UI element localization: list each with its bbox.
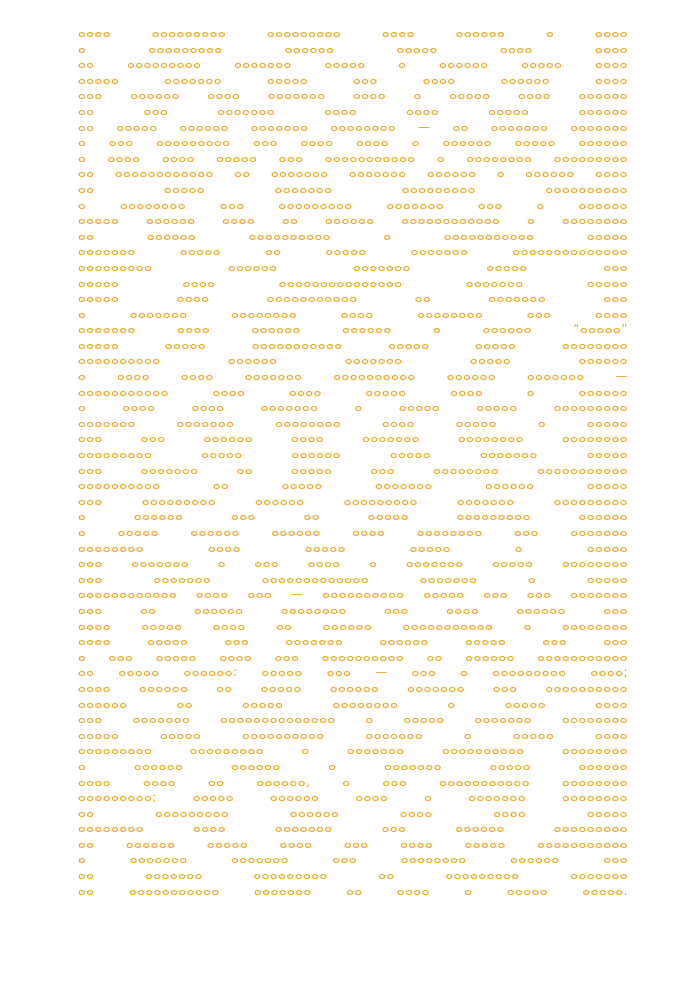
text-line: ⴰⴰⴰ ⴰⴰⴰⴰⴰⴰⴰ ⴰⴰⴰⴰⴰⴰⴰⴰⴰⴰⴰⴰⴰ ⴰⴰⴰⴰⴰⴰⴰ ⴰ ⴰⴰⴰⴰⴰ [78, 571, 628, 586]
text-line: ⴰⴰⴰⴰⴰⴰⴰⴰⴰ; ⴰⴰⴰⴰⴰ ⴰⴰⴰⴰⴰⴰ ⴰⴰⴰⴰ ⴰ ⴰⴰⴰⴰⴰⴰⴰ ⴰⴰⴰⴰⴰⴰⴰⴰ [78, 790, 628, 805]
text-line: ⴰⴰ ⴰⴰⴰⴰⴰⴰ ⴰⴰⴰⴰⴰ ⴰⴰⴰⴰ ⴰⴰⴰ ⴰⴰⴰⴰ ⴰⴰⴰⴰⴰ ⴰⴰⴰⴰⴰⴰⴰⴰⴰⴰⴰ [78, 836, 628, 851]
text-line: ⴰ ⴰⴰⴰⴰ ⴰⴰⴰⴰ ⴰⴰⴰⴰⴰⴰⴰ ⴰ ⴰⴰⴰⴰⴰ ⴰⴰⴰⴰⴰ ⴰⴰⴰⴰⴰⴰⴰⴰⴰ [78, 400, 628, 415]
text-line: ⴰⴰⴰⴰⴰ ⴰⴰⴰⴰ ⴰⴰⴰⴰⴰⴰⴰⴰⴰⴰⴰ ⴰⴰ ⴰⴰⴰⴰⴰⴰⴰ ⴰⴰⴰ [78, 291, 628, 306]
text-line: ⴰⴰⴰⴰⴰⴰⴰⴰⴰⴰⴰ ⴰⴰⴰⴰ ⴰⴰⴰⴰ ⴰⴰⴰⴰⴰ ⴰⴰⴰⴰ ⴰ ⴰⴰⴰⴰⴰⴰ [78, 384, 628, 399]
text-line: ⴰⴰⴰⴰⴰ ⴰⴰⴰⴰⴰⴰⴰ ⴰⴰⴰⴰⴰ ⴰⴰⴰ ⴰⴰⴰⴰ ⴰⴰⴰⴰⴰⴰ ⴰⴰⴰⴰ [78, 72, 628, 87]
text-line: ⴰⴰⴰ ⴰⴰⴰⴰⴰⴰⴰ ⴰⴰ ⴰⴰⴰⴰⴰ ⴰⴰⴰ ⴰⴰⴰⴰⴰⴰⴰⴰ ⴰⴰⴰⴰⴰⴰⴰⴰⴰⴰⴰ [78, 462, 628, 477]
text-line: ⴰⴰ ⴰⴰⴰⴰⴰⴰⴰⴰⴰ ⴰⴰⴰⴰⴰⴰ ⴰⴰⴰⴰ ⴰⴰⴰⴰ ⴰⴰⴰⴰⴰ [78, 805, 628, 820]
text-line: ⴰⴰ ⴰⴰⴰⴰⴰⴰⴰ ⴰⴰⴰⴰⴰⴰⴰⴰⴰ ⴰⴰ ⴰⴰⴰⴰⴰⴰⴰⴰⴰ ⴰⴰⴰⴰⴰⴰⴰ [78, 868, 628, 883]
text-line: ⴰⴰⴰⴰⴰⴰⴰⴰⴰ ⴰⴰⴰⴰⴰⴰⴰⴰⴰ ⴰ ⴰⴰⴰⴰⴰⴰⴰ ⴰⴰⴰⴰⴰⴰⴰⴰⴰⴰ ⴰⴰⴰⴰⴰⴰⴰⴰ [78, 743, 628, 758]
text-line: ⴰⴰⴰⴰⴰⴰⴰⴰⴰⴰⴰⴰ ⴰⴰⴰⴰ ⴰⴰⴰ — ⴰⴰⴰⴰⴰⴰⴰⴰⴰⴰ ⴰⴰⴰⴰⴰ ⴰⴰⴰ ⴰⴰⴰ ⴰⴰⴰⴰⴰⴰⴰ [78, 587, 628, 602]
text-line: ⴰ ⴰⴰⴰ ⴰⴰⴰⴰⴰ ⴰⴰⴰⴰ ⴰⴰⴰ ⴰⴰⴰⴰⴰⴰⴰⴰⴰⴰ ⴰⴰ ⴰⴰⴰⴰⴰⴰ ⴰⴰⴰⴰⴰⴰⴰⴰⴰⴰⴰ [78, 649, 628, 664]
text-line: ⴰⴰ ⴰⴰⴰⴰⴰ ⴰⴰⴰⴰⴰⴰ: ⴰⴰⴰⴰⴰ ⴰⴰⴰ — ⴰⴰⴰ ⴰ ⴰⴰⴰⴰⴰⴰⴰⴰⴰ ⴰⴰⴰⴰ; [78, 665, 628, 680]
text-line: ⴰⴰ ⴰⴰⴰⴰⴰⴰⴰⴰⴰ ⴰⴰⴰⴰⴰⴰⴰ ⴰⴰⴰⴰⴰ ⴰ ⴰⴰⴰⴰⴰⴰ ⴰⴰⴰⴰⴰ ⴰⴰⴰⴰ [78, 57, 628, 72]
text-line: ⴰⴰⴰ ⴰⴰⴰⴰⴰⴰⴰ ⴰ ⴰⴰⴰ ⴰⴰⴰⴰ ⴰ ⴰⴰⴰⴰⴰⴰⴰ ⴰⴰⴰⴰⴰ ⴰⴰⴰⴰⴰⴰⴰⴰ [78, 556, 628, 571]
text-line: ⴰⴰ ⴰⴰⴰ ⴰⴰⴰⴰⴰⴰⴰ ⴰⴰⴰⴰ ⴰⴰⴰⴰ ⴰⴰⴰⴰⴰ ⴰⴰⴰⴰⴰⴰ [78, 103, 628, 118]
text-line: ⴰ ⴰⴰⴰⴰⴰⴰⴰ ⴰⴰⴰⴰⴰⴰⴰ ⴰⴰⴰ ⴰⴰⴰⴰⴰⴰⴰⴰ ⴰⴰⴰⴰⴰⴰ ⴰⴰⴰ [78, 852, 628, 867]
text-line: ⴰⴰⴰⴰⴰⴰⴰⴰⴰⴰ ⴰⴰ ⴰⴰⴰⴰⴰ ⴰⴰⴰⴰⴰⴰⴰ ⴰⴰⴰⴰⴰⴰ ⴰⴰⴰⴰⴰ [78, 478, 628, 493]
text-line: ⴰⴰⴰⴰⴰⴰⴰ ⴰⴰⴰⴰ ⴰⴰⴰⴰⴰⴰ ⴰⴰⴰⴰⴰⴰ ⴰ ⴰⴰⴰⴰⴰⴰ “ⴰⴰⴰⴰⴰ” [78, 322, 628, 337]
text-line: ⴰⴰⴰⴰ ⴰⴰⴰⴰⴰ ⴰⴰⴰⴰ ⴰⴰ ⴰⴰⴰⴰⴰⴰ ⴰⴰⴰⴰⴰⴰⴰⴰⴰⴰⴰ ⴰ ⴰⴰⴰⴰⴰⴰⴰⴰ [78, 618, 628, 633]
document-page [78, 26, 628, 899]
text-line: ⴰⴰ ⴰⴰⴰⴰⴰⴰⴰⴰⴰⴰⴰ ⴰⴰⴰⴰⴰⴰⴰ ⴰⴰ ⴰⴰⴰⴰ ⴰ ⴰⴰⴰⴰⴰ ⴰⴰⴰⴰⴰ. [78, 883, 628, 898]
text-line: ⴰⴰⴰ ⴰⴰ ⴰⴰⴰⴰⴰⴰ ⴰⴰⴰⴰⴰⴰⴰⴰ ⴰⴰⴰ ⴰⴰⴰⴰ ⴰⴰⴰⴰⴰⴰ ⴰⴰⴰ [78, 602, 628, 617]
text-line: ⴰⴰⴰⴰⴰⴰⴰ ⴰⴰⴰⴰⴰⴰⴰ ⴰⴰⴰⴰⴰⴰⴰⴰ ⴰⴰⴰⴰ ⴰⴰⴰⴰⴰ ⴰ ⴰⴰⴰⴰⴰ [78, 415, 628, 430]
text-line: ⴰⴰⴰⴰⴰⴰⴰ ⴰⴰⴰⴰⴰ ⴰⴰ ⴰⴰⴰⴰⴰ ⴰⴰⴰⴰⴰⴰⴰ ⴰⴰⴰⴰⴰⴰⴰⴰⴰⴰⴰⴰⴰⴰ [78, 244, 628, 259]
text-line: ⴰⴰ ⴰⴰⴰⴰⴰ ⴰⴰⴰⴰⴰⴰ ⴰⴰⴰⴰⴰⴰⴰ ⴰⴰⴰⴰⴰⴰⴰⴰ — ⴰⴰ ⴰⴰⴰⴰⴰⴰⴰ ⴰⴰⴰⴰⴰⴰⴰ [78, 119, 628, 134]
text-line: ⴰⴰⴰⴰ ⴰⴰⴰⴰⴰ ⴰⴰⴰ ⴰⴰⴰⴰⴰⴰⴰ ⴰⴰⴰⴰⴰⴰ ⴰⴰⴰⴰⴰ ⴰⴰⴰ ⴰⴰⴰ [78, 634, 628, 649]
text-line: ⴰ ⴰⴰⴰⴰ ⴰⴰⴰⴰ ⴰⴰⴰⴰⴰⴰⴰ ⴰⴰⴰⴰⴰⴰⴰⴰⴰⴰ ⴰⴰⴰⴰⴰⴰ ⴰⴰⴰⴰⴰⴰⴰ — [78, 369, 628, 384]
text-line: ⴰⴰⴰ ⴰⴰⴰⴰⴰⴰⴰⴰⴰ ⴰⴰⴰⴰⴰⴰ ⴰⴰⴰⴰⴰⴰⴰⴰⴰ ⴰⴰⴰⴰⴰⴰⴰ ⴰⴰⴰⴰⴰⴰⴰⴰⴰ [78, 493, 628, 508]
text-line: ⴰⴰ ⴰⴰⴰⴰⴰ ⴰⴰⴰⴰⴰⴰⴰ ⴰⴰⴰⴰⴰⴰⴰⴰⴰ ⴰⴰⴰⴰⴰⴰⴰⴰⴰⴰ [78, 181, 628, 196]
text-line: ⴰ ⴰⴰⴰⴰⴰⴰⴰ ⴰⴰⴰⴰⴰⴰⴰⴰ ⴰⴰⴰⴰ ⴰⴰⴰⴰⴰⴰⴰⴰ ⴰⴰⴰ ⴰⴰⴰⴰ [78, 306, 628, 321]
text-line: ⴰⴰⴰⴰⴰⴰⴰⴰ ⴰⴰⴰⴰ ⴰⴰⴰⴰⴰⴰⴰ ⴰⴰⴰ ⴰⴰⴰⴰⴰⴰ ⴰⴰⴰⴰⴰⴰⴰⴰⴰ [78, 821, 628, 836]
text-line: ⴰ ⴰⴰⴰⴰⴰⴰ ⴰⴰⴰⴰⴰⴰ ⴰ ⴰⴰⴰⴰⴰⴰⴰ ⴰⴰⴰⴰⴰ ⴰⴰⴰⴰⴰⴰ [78, 758, 628, 773]
text-line: ⴰⴰⴰⴰ ⴰⴰⴰⴰ ⴰⴰ ⴰⴰⴰⴰⴰⴰ, ⴰ ⴰⴰⴰ ⴰⴰⴰⴰⴰⴰⴰⴰⴰⴰⴰ ⴰⴰⴰⴰⴰⴰⴰⴰ [78, 774, 628, 789]
text-line: ⴰ ⴰⴰⴰⴰⴰⴰⴰⴰⴰ ⴰⴰⴰⴰⴰⴰ ⴰⴰⴰⴰⴰ ⴰⴰⴰⴰ ⴰⴰⴰⴰ [78, 41, 628, 56]
text-line: ⴰⴰⴰⴰⴰⴰⴰⴰⴰ ⴰⴰⴰⴰⴰⴰ ⴰⴰⴰⴰⴰⴰⴰ ⴰⴰⴰⴰⴰ ⴰⴰⴰ [78, 259, 628, 274]
text-line: ⴰⴰⴰ ⴰⴰⴰⴰⴰⴰⴰ ⴰⴰⴰⴰⴰⴰⴰⴰⴰⴰⴰⴰⴰⴰ ⴰ ⴰⴰⴰⴰⴰ ⴰⴰⴰⴰⴰⴰⴰ ⴰⴰⴰⴰⴰⴰⴰⴰ [78, 712, 628, 727]
text-line: ⴰⴰⴰⴰⴰ ⴰⴰⴰⴰⴰ ⴰⴰⴰⴰⴰⴰⴰⴰⴰⴰⴰ ⴰⴰⴰⴰⴰ ⴰⴰⴰⴰⴰ ⴰⴰⴰⴰⴰⴰⴰⴰ [78, 337, 628, 352]
text-line: ⴰ ⴰⴰⴰ ⴰⴰⴰⴰⴰⴰⴰⴰⴰ ⴰⴰⴰ ⴰⴰⴰⴰ ⴰⴰⴰⴰ ⴰ ⴰⴰⴰⴰⴰⴰ ⴰⴰⴰⴰⴰ ⴰⴰⴰⴰⴰⴰ [78, 135, 628, 150]
text-line: ⴰⴰⴰⴰⴰ ⴰⴰⴰⴰⴰ ⴰⴰⴰⴰⴰⴰⴰⴰⴰⴰ ⴰⴰⴰⴰⴰⴰⴰ ⴰ ⴰⴰⴰⴰⴰ ⴰⴰⴰⴰ [78, 727, 628, 742]
text-line: ⴰⴰⴰ ⴰⴰⴰⴰⴰⴰ ⴰⴰⴰⴰ ⴰⴰⴰⴰⴰⴰⴰ ⴰⴰⴰⴰ ⴰ ⴰⴰⴰⴰⴰ ⴰⴰⴰⴰ ⴰⴰⴰⴰⴰⴰ [78, 88, 628, 103]
text-line: ⴰⴰ ⴰⴰⴰⴰⴰⴰⴰⴰⴰⴰⴰⴰ ⴰⴰ ⴰⴰⴰⴰⴰⴰⴰ ⴰⴰⴰⴰⴰⴰⴰ ⴰⴰⴰⴰⴰⴰ ⴰ ⴰⴰⴰⴰⴰⴰ ⴰⴰⴰⴰ [78, 166, 628, 181]
text-line: ⴰ ⴰⴰⴰⴰⴰⴰⴰⴰ ⴰⴰⴰ ⴰⴰⴰⴰⴰⴰⴰⴰⴰ ⴰⴰⴰⴰⴰⴰⴰ ⴰⴰⴰ ⴰ ⴰⴰⴰⴰⴰⴰ [78, 197, 628, 212]
text-line: ⴰ ⴰⴰⴰⴰⴰ ⴰⴰⴰⴰⴰⴰ ⴰⴰⴰⴰⴰⴰ ⴰⴰⴰⴰ ⴰⴰⴰⴰⴰⴰⴰⴰ ⴰⴰⴰ ⴰⴰⴰⴰⴰⴰⴰ [78, 525, 628, 539]
text-line: ⴰⴰ ⴰⴰⴰⴰⴰⴰ ⴰⴰⴰⴰⴰⴰⴰⴰⴰⴰ ⴰ ⴰⴰⴰⴰⴰⴰⴰⴰⴰⴰⴰ ⴰⴰⴰⴰⴰ [78, 228, 628, 243]
text-line: ⴰⴰⴰⴰ ⴰⴰⴰⴰⴰⴰ ⴰⴰ ⴰⴰⴰⴰⴰ ⴰⴰⴰⴰⴰⴰ ⴰⴰⴰⴰⴰⴰⴰ ⴰⴰⴰ ⴰⴰⴰⴰⴰⴰⴰⴰⴰⴰ [78, 680, 628, 695]
text-line: ⴰⴰⴰⴰⴰⴰⴰⴰⴰ ⴰⴰⴰⴰⴰ ⴰⴰⴰⴰⴰⴰ ⴰⴰⴰⴰⴰ ⴰⴰⴰⴰⴰⴰⴰ ⴰⴰⴰⴰⴰ [78, 447, 628, 462]
text-line: ⴰⴰⴰⴰⴰⴰ ⴰⴰ ⴰⴰⴰⴰⴰ ⴰⴰⴰⴰⴰⴰⴰⴰ ⴰ ⴰⴰⴰⴰⴰ ⴰⴰⴰⴰ [78, 696, 628, 711]
text-line: ⴰⴰⴰⴰⴰ ⴰⴰⴰⴰⴰⴰ ⴰⴰⴰⴰ ⴰⴰ ⴰⴰⴰⴰⴰⴰ ⴰⴰⴰⴰⴰⴰⴰⴰⴰⴰⴰⴰ ⴰ ⴰⴰⴰⴰⴰⴰⴰⴰ [78, 213, 628, 228]
text-line: ⴰⴰⴰⴰⴰⴰⴰⴰ ⴰⴰⴰⴰ ⴰⴰⴰⴰⴰ ⴰⴰⴰⴰⴰ ⴰ ⴰⴰⴰⴰⴰ [78, 540, 628, 555]
text-line: ⴰⴰⴰ ⴰⴰⴰ ⴰⴰⴰⴰⴰⴰ ⴰⴰⴰⴰ ⴰⴰⴰⴰⴰⴰⴰ ⴰⴰⴰⴰⴰⴰⴰⴰ ⴰⴰⴰⴰⴰⴰⴰⴰ [78, 431, 628, 446]
text-line: ⴰⴰⴰⴰ ⴰⴰⴰⴰⴰⴰⴰⴰⴰ ⴰⴰⴰⴰⴰⴰⴰⴰⴰ ⴰⴰⴰⴰ ⴰⴰⴰⴰⴰⴰ ⴰ ⴰⴰⴰⴰ [78, 26, 628, 40]
text-line: ⴰ ⴰⴰⴰⴰ ⴰⴰⴰⴰ ⴰⴰⴰⴰⴰ ⴰⴰⴰ ⴰⴰⴰⴰⴰⴰⴰⴰⴰⴰⴰ ⴰ ⴰⴰⴰⴰⴰⴰⴰⴰ ⴰⴰⴰⴰⴰⴰⴰⴰⴰ [78, 150, 628, 165]
text-line: ⴰⴰⴰⴰⴰ ⴰⴰⴰⴰ ⴰⴰⴰⴰⴰⴰⴰⴰⴰⴰⴰⴰⴰⴰⴰ ⴰⴰⴰⴰⴰⴰⴰ ⴰⴰⴰⴰⴰ [78, 275, 628, 290]
text-line: ⴰ ⴰⴰⴰⴰⴰⴰ ⴰⴰⴰ ⴰⴰ ⴰⴰⴰⴰⴰ ⴰⴰⴰⴰⴰⴰⴰⴰⴰ ⴰⴰⴰⴰⴰⴰ [78, 509, 628, 524]
text-line: ⴰⴰⴰⴰⴰⴰⴰⴰⴰⴰ ⴰⴰⴰⴰⴰⴰ ⴰⴰⴰⴰⴰⴰⴰ ⴰⴰⴰⴰⴰ ⴰⴰⴰⴰⴰⴰ [78, 353, 628, 368]
